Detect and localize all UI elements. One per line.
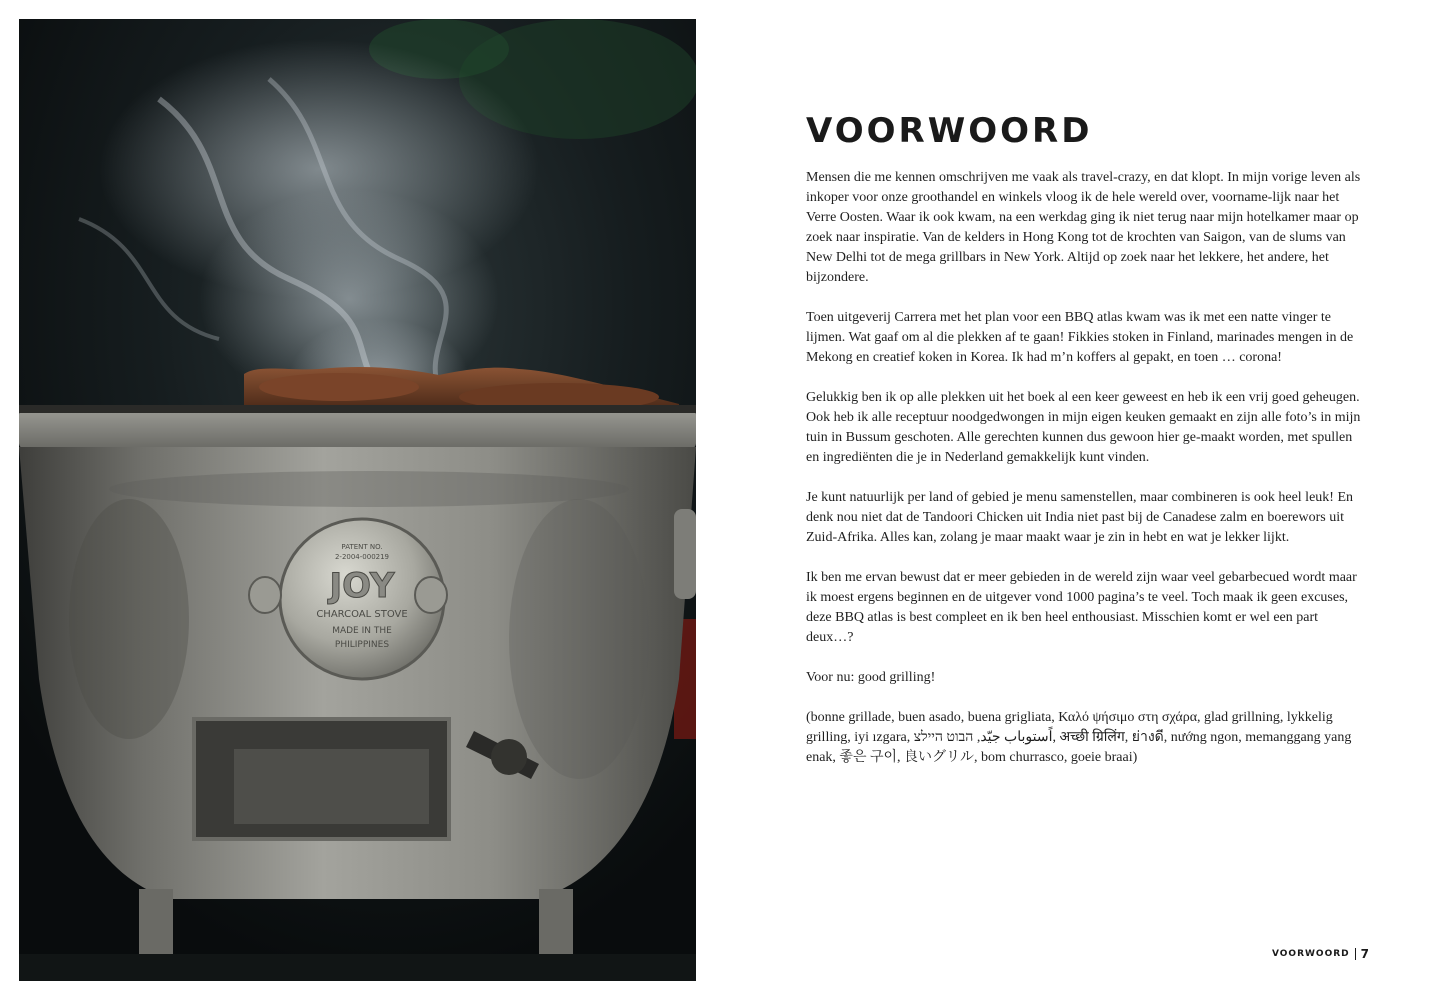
paragraph-intro: Mensen die me kennen omschrijven me vaak als travel-crazy, en dat klopt. In mijn vorige leven als inkoper voor onze groothandel en winkels vloog ik de hele wereld over, voorname-lijk naar het Verre Oosten. Waar ik ook kwam, na een werkdag ging ik niet terug naar mijn hotelkamer maar op zoek naar inspiratie. Van de kelders in Hong Kong tot de krochten van Saigon, van de slums van New Delhi tot de mega grillbars in New York. Altijd op zoek naar het lekkere, het andere, het bijzondere. <box>806 170 1361 285</box>
page-title: VOORWOORD <box>806 111 1093 151</box>
plate-product: CHARCOAL STOVE <box>316 609 408 620</box>
paragraph-translations: (bonne grillade, buen asado, buena grigliata, Καλό ψήσιμο στη σχάρα, glad grillning, lykkelig grilling, iyi ızgara, اًستوباب جيّد, הבוט היילצ, अच्छी ग्रिलिंग, ย่างดี, nướng ngon, memanggang yang enak, 좋은 구이, 良いグリル, bom churrasco, goeie braai) <box>806 710 1352 765</box>
charcoal-stove-illustration <box>19 19 696 981</box>
grill-photo <box>19 19 696 981</box>
page-number: 7 <box>1360 947 1369 961</box>
paragraph-recipes: Gelukkig ben ik op alle plekken uit het boek al een keer geweest en heb ik een vrij goed geheugen. Ook heb ik alle receptuur noodgedwongen in mijn eigen keuken gemaakt en zijn alle foto’s in mijn tuin in Bussum geschoten. Alle gerechten kunnen dus gewoon hier ge-maakt worden, met spullen en ingrediënten die je in Nederland gemakkelijk kunt vinden. <box>806 390 1361 465</box>
footer-section-label: VOORWOORD <box>1271 949 1350 959</box>
footer-divider <box>1355 948 1356 960</box>
paragraph-completeness: Ik ben me ervan bewust dat er meer gebieden in de wereld zijn waar veel gebarbecued wordt maar ik moest ergens beginnen en de uitgever vond 1000 pagina’s te veel. Toch maak ik geen excuses, deze BBQ atlas is best compleet en ik ben heel enthousiast. Misschien komt er wel een part deux…? <box>806 570 1357 645</box>
paragraph-publisher: Toen uitgeverij Carrera met het plan voor een BBQ atlas kwam was ik met een natte vinger te lijmen. Wat gaaf om al die plekken af te gaan! Fikkies stoken in Finland, marinades mengen in de Mekong en creatief koken in Korea. Ik had m’n koffers al gepakt, en toen … corona! <box>806 310 1354 365</box>
paragraph-combine: Je kunt natuurlijk per land of gebied je menu samenstellen, maar combineren is ook heel leuk! En denk nou niet dat de Tandoori Chicken uit India niet past bij de Canadese zalm en boerewors uit Zuid-Afrika. Alles kan, zolang je maar maakt waar je zin in hebt en wat je lekker lijkt. <box>806 490 1353 545</box>
plate-country: PHILIPPINES <box>334 640 390 650</box>
plate-brand: JOY <box>329 566 395 606</box>
paragraph-good-grilling: Voor nu: good grilling! <box>806 670 936 685</box>
foreword-body <box>806 168 1366 768</box>
page-footer <box>1272 947 1369 961</box>
plate-patent-label: PATENT NO. <box>341 543 383 551</box>
plate-made-in: MADE IN THE <box>332 626 392 636</box>
plate-patent-number: 2-2004-000219 <box>334 553 390 561</box>
